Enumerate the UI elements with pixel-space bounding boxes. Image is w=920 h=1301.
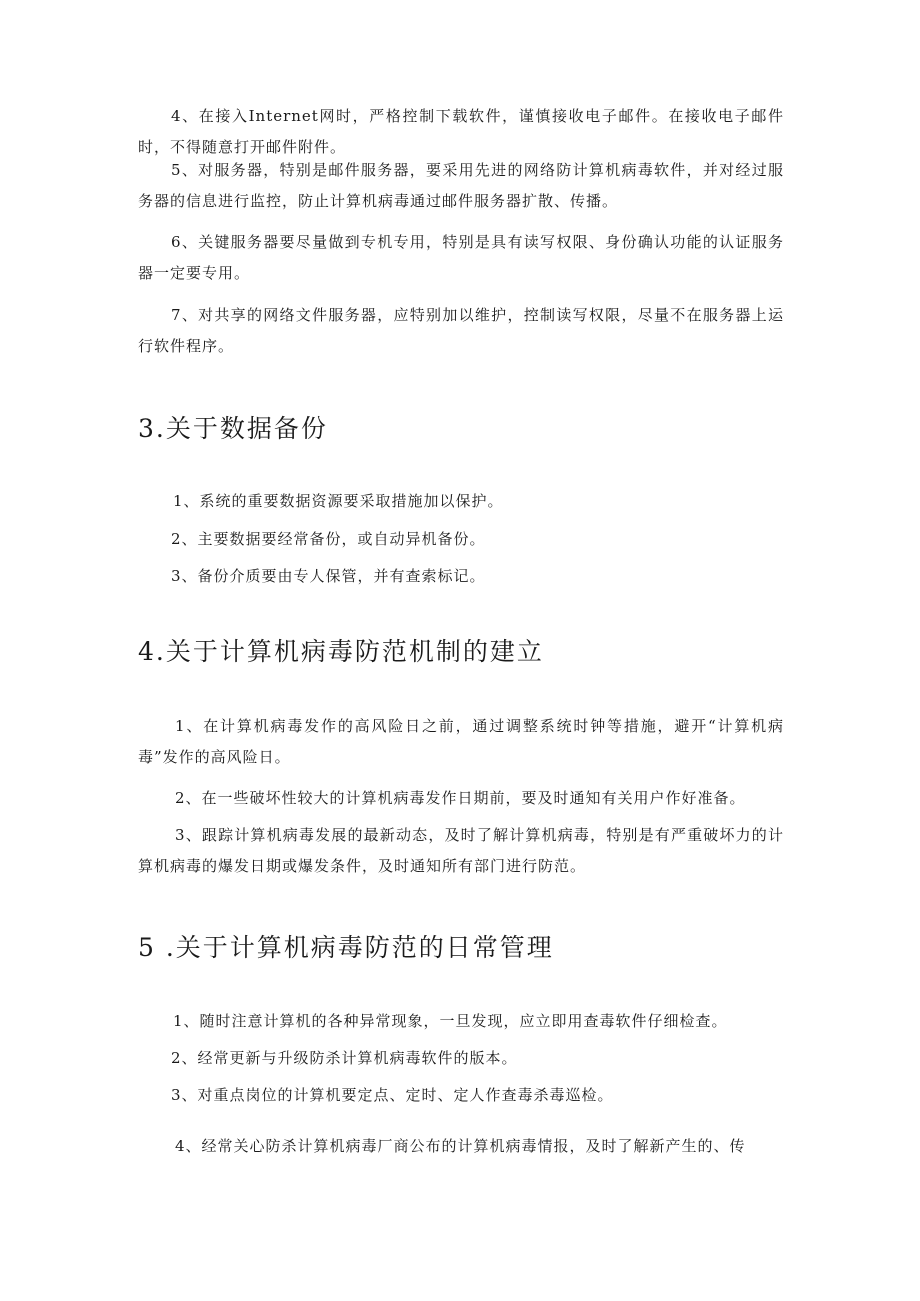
daily-item-1: 1、随时注意计算机的各种异常现象，一旦发现，应立即用查毒软件仔细检查。: [173, 1012, 728, 1030]
heading-mechanism: 4.关于计算机病毒防范机制的建立: [138, 637, 544, 666]
mechanism-item-2: 2、在一些破坏性较大的计算机病毒发作日期前，要及时通知有关用户作好准备。: [175, 789, 746, 807]
mechanism-item-3: 3、跟踪计算机病毒发展的最新动态，及时了解计算机病毒，特别是有严重破坏力的计算机病毒的爆发日期或爆发条件，及时通知所有部门进行防范。: [138, 826, 784, 875]
server-item-5: 5、对服务器，特别是邮件服务器，要采用先进的网络防计算机病毒软件，并对经过服务器的信息进行监控，防止计算机病毒通过邮件服务器扩散、传播。: [138, 161, 784, 210]
heading-daily-management: 5 .关于计算机病毒防范的日常管理: [138, 933, 554, 962]
server-item-6: 6、关键服务器要尽量做到专机专用，特别是具有读写权限、身份确认功能的认证服务器一定要专用。: [138, 233, 784, 282]
backup-item-3: 3、备份介质要由专人保管，并有查索标记。: [171, 567, 486, 585]
backup-item-1: 1、系统的重要数据资源要采取措施加以保护。: [173, 492, 504, 510]
daily-item-4: 4、经常关心防杀计算机病毒厂商公布的计算机病毒情报，及时了解新产生的、传: [175, 1137, 746, 1155]
mechanism-item-1: 1、在计算机病毒发作的高风险日之前，通过调整系统时钟等措施，避开“计算机病毒”发作的高风险日。: [138, 717, 784, 766]
server-item-4: 4、在接入Internet网时，严格控制下载软件，谨慎接收电子邮件。在接收电子邮件时，不得随意打开邮件附件。: [138, 107, 784, 156]
daily-item-2: 2、经常更新与升级防杀计算机病毒软件的版本。: [171, 1049, 518, 1067]
daily-item-3: 3、对重点岗位的计算机要定点、定时、定人作查毒杀毒巡检。: [171, 1086, 614, 1104]
heading-data-backup: 3.关于数据备份: [138, 414, 328, 443]
server-item-7: 7、对共享的网络文件服务器，应特别加以维护，控制读写权限，尽量不在服务器上运行软件程序。: [138, 306, 784, 355]
backup-item-2: 2、主要数据要经常备份，或自动异机备份。: [171, 530, 486, 548]
